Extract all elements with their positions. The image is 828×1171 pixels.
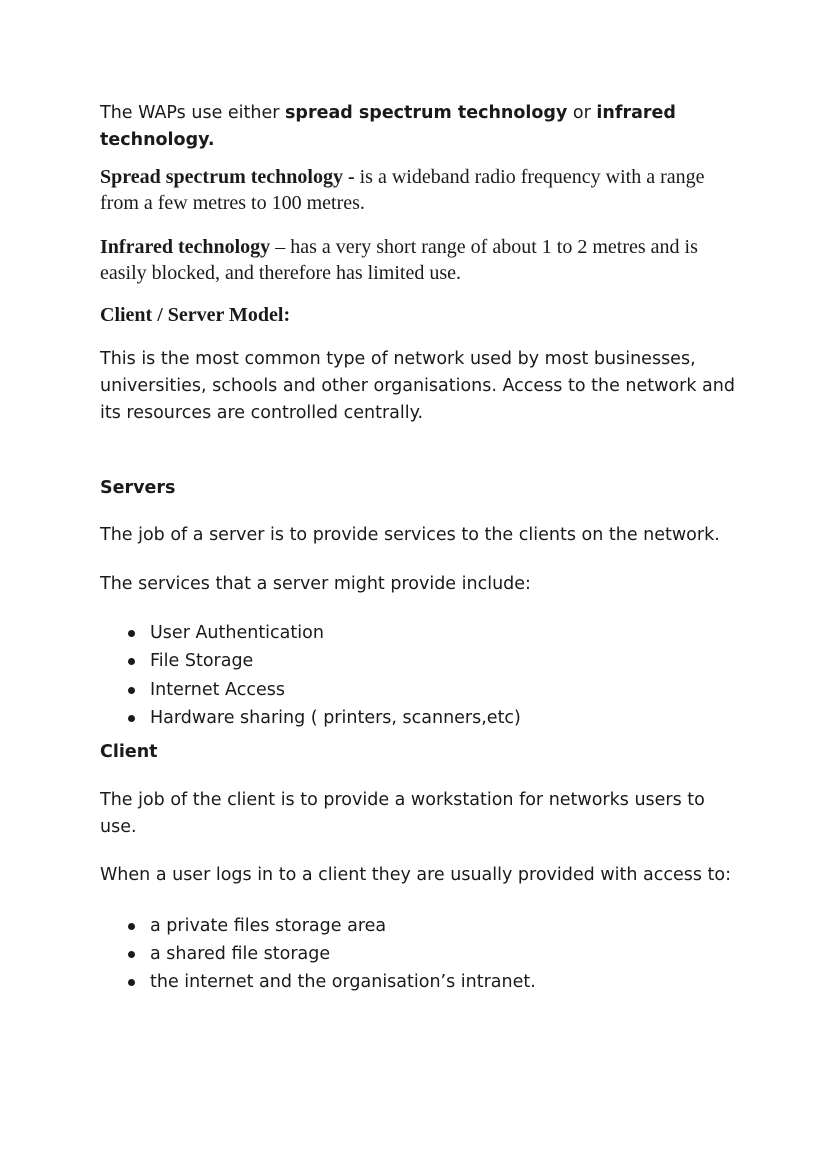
list-item [128,676,740,704]
access-item-label: a private files storage area [150,915,387,936]
server-job-paragraph: The job of a server is to provide services to the clients on the network. [100,525,720,545]
service-item-label: Internet Access [150,679,285,700]
bullet-icon [128,658,135,665]
spread-spectrum-paragraph [100,164,740,216]
waps-infrared-term: infrared technology. [100,103,676,150]
list-item [128,912,740,940]
spread-spectrum-definition: is a wideband radio frequency with a range from a few metres to 100 metres. [100,166,705,214]
waps-spread-spectrum-term: spread spectrum technology [285,103,568,123]
infrared-definition: – has a very short range of about 1 to 2 metres and is easily blocked, and therefore has limited use. [100,236,698,284]
infrared-term: Infrared technology [100,236,271,258]
services-list [100,619,740,733]
spread-spectrum-term: Spread spectrum technology - [100,166,355,188]
service-item-label: Hardware sharing ( printers, scanners,etc) [150,708,521,729]
bullet-icon [128,979,135,986]
bullet-icon [128,951,135,958]
bullet-icon [128,715,135,722]
waps-text-2: or [567,103,597,123]
list-item [128,704,740,732]
list-item [128,619,740,647]
client-server-model-body: This is the most common type of network used by most businesses, universities, schools and other organisations. Access to the network and its resources are controlled centrally. [100,349,735,423]
client-job-paragraph: The job of the client is to provide a workstation for networks users to use. [100,789,705,837]
servers-heading: Servers [100,478,176,498]
waps-intro-paragraph [100,100,740,154]
bullet-icon [128,630,135,637]
list-item [128,647,740,675]
infrared-paragraph [100,234,740,286]
access-item-label: a shared file storage [150,944,331,965]
waps-text-1: The WAPs use either [100,103,285,123]
list-item [128,940,740,968]
services-intro-paragraph: The services that a server might provide include: [100,574,531,594]
access-list [100,912,740,997]
client-access-intro-paragraph: When a user logs in to a client they are usually provided with access to: [100,864,731,885]
service-item-label: File Storage [150,651,254,672]
client-heading: Client [100,741,158,762]
bullet-icon [128,687,135,694]
list-item [128,968,740,996]
document-page [100,100,740,997]
access-item-label: the internet and the organisation’s intranet. [150,972,536,993]
bullet-icon [128,923,135,930]
client-server-model-heading: Client / Server Model: [100,304,291,326]
service-item-label: User Authentication [150,623,324,643]
